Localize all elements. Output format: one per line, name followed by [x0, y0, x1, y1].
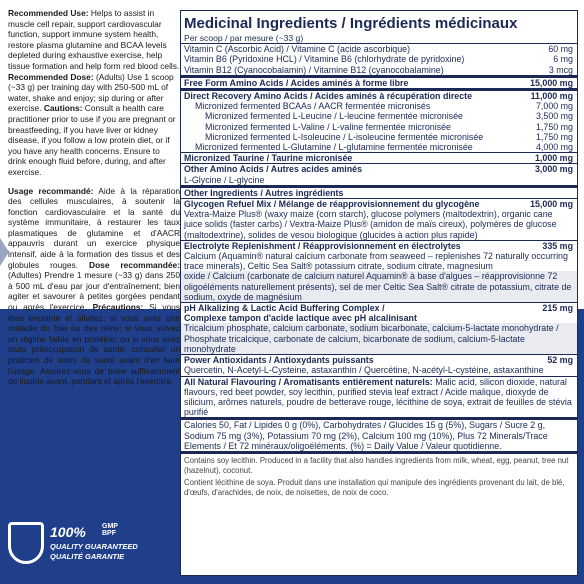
- direct-recovery-row: Direct Recovery Amino Acids / Acides aminés à récupération directe 11,000 mg: [184, 91, 573, 102]
- antioxidants-text: Quercetin, N-Acetyl-L-Cysteine, astaxanthin / Quercétine, N-acétyl-L-cystéine, astaxanthine: [184, 365, 544, 376]
- other-ingredients-heading: Other Ingredients / Autres ingrédients: [184, 187, 344, 198]
- ingredients-panel: [180, 10, 578, 576]
- recovery-item-row: Micronized fermented L-Leucine / L-leucine fermentée micronisée 3,500 mg: [205, 111, 573, 122]
- glycine-row: L-Glycine / L-glycine: [184, 174, 265, 185]
- electrolyte-text-fr: oxide / Calcium (carbonate de calcium naturel Aquamin® à base d'algues – réapprovisionne 72 oligoéléments naturellement présents), sel de mer Celtic Sea Salt® citrate de potassium, citrate de sodium, oxyde de magnésium: [181, 271, 577, 302]
- electrolyte-text: Calcium (Aquamin® natural calcium carbonate from seaweed – replenishes 72 naturally occurring trace minerals), Celtic Sea Salt® potassium citrate, sodium citrate, magnesium: [184, 251, 568, 272]
- antioxidants-row: Power Antioxidants / Antioxydants puissants 52 mg: [184, 355, 573, 366]
- ph-complex-row: pH Alkalizing & Lactic Acid Buffering Complex / 215 mg: [184, 303, 573, 314]
- taurine-row: Micronized Taurine / Taurine micronisée 1,000 mg: [184, 153, 573, 164]
- recovery-item-row: Micronized fermented L-Glutamine / L-glutamine fermentée micronisée 4,000 mg: [195, 142, 573, 153]
- vitamin-row: Vitamin B12 (Cyanocobalamin) / Vitamine B12 (cyanocobalamine) 3 mcg: [184, 64, 573, 75]
- other-amino-row: Other Amino Acids / Autres acides aminés 3,000 mg: [184, 164, 573, 175]
- gmp-quality-badge: 100% GMP BPF QUALITY GUARANTEED QUALITÉ GARANTIE: [6, 520, 181, 570]
- recovery-item-row: Micronized fermented BCAAs / AACR fermentée micronisés 7,000 mg: [195, 101, 573, 112]
- glycogen-text: Vextra-Maize Plus® (waxy maize (corn starch), glucose polymers (maltodextrin), organic cane juice solids (faster carbs) / Vextra-Maize Plus® (amidon de maïs cireux), polymères de glucose (maltodextrine), solides de vesou biologique (glucides à action plus rapide): [184, 209, 557, 240]
- nutrition-text: Calories 50, Fat / Lipides 0 g (0%), Carbohydrates / Glucides 15 g (5%), Sugars / Sucre 2 g, Sodium 75 mg (3%), Potassium 70 mg (2%), Calcium 100 mg (10%), Plus 72 Minerals/Trace Elements / Et 72 minéraux/oligoéléments. (%) = Daily Value / Valeur quotidienne.: [184, 420, 548, 451]
- per-scoop-label: Per scoop / par mesure (~33 g): [184, 33, 304, 43]
- vitamin-row: Vitamin C (Ascorbic Acid) / Vitamine C (acide ascorbique) 60 mg: [184, 44, 573, 55]
- ph-complex-text: Tricalcium phosphate, calcium carbonate, sodium bicarbonate, calcium-5-lactate monohydrate / Phosphate tricalcique, carbonate de calcium, bicarbonate de sodium, calcium-5-lactate monohydrate: [181, 323, 577, 354]
- recommended-use-en: Recommended Use: Helps to assist in muscle cell repair, support cardiovascular function, support immune system health, restore plasma glutamine and BCAA levels depleted during exhaustive exercise, help tissue formation and help form red blood cells. Recommended Dose: (Adults) Use 1 scoop (~33 g) per training day with 250-500 mL of water, shake and enjoy; sip during or after exercise. Cautions: Consult a health care practitioner prior to use if you are pregnant or breastfeeding, if you have liver or kidney disease, if you follow a low protein diet, or if you have any health concerns. Ensure to drink enough fluid before, during, and after exercise.: [8, 8, 180, 177]
- ph-complex-row-fr: Complexe tampon d'acide lactique avec pH alcalinisant: [184, 313, 417, 324]
- allergen-en: Contains soy lecithin. Produced in a facility that also handles ingredients from milk, wheat, egg, peanut, tree nut (hazelnut), coconut.: [184, 455, 569, 475]
- directions-column: [0, 8, 180, 389]
- vitamin-row: Vitamin B6 (Pyridoxine HCL) / Vitamine B6 (chlorhydrate de pyridoxine) 6 mg: [184, 54, 573, 65]
- free-form-amino-row: Free Form Amino Acids / Acides aminés à forme libre 15,000 mg: [184, 77, 573, 88]
- recovery-item-row: Micronized fermented L-Valine / L-valine fermentée micronisée 1,750 mg: [205, 121, 573, 132]
- recovery-item-row: Micronized fermented L-Isoleucine / L-isoleucine fermentée micronisée 1,750 mg: [205, 131, 573, 142]
- electrolyte-row: Electrolyte Replenishment / Réapprovisionnement en électrolytes 335 mg: [184, 240, 573, 251]
- flavouring-text: All Natural Flavouring / Aromatisants entièrement naturels: Malic acid, silicon dioxide, natural flavours, red beet powder, soy lecithin, purified stevia leaf extract / Acide malique, dioxyde de silicium, arômes naturels, poudre de betterave rouge, lécithine de soya, extrait de feuilles de stévia purifié: [184, 376, 572, 418]
- allergen-fr: Contient lécithine de soya. Produit dans une installation qui manipule des ingrédients provenant du lait, de blé, d'œufs, d'arachides, de noix, de noisettes, de noix de coco.: [184, 477, 565, 497]
- glycogen-row: Glycogen Refuel Mix / Mélange de réapprovisionnement du glycogène 15,000 mg: [184, 199, 573, 210]
- shield-icon: [8, 522, 44, 564]
- usage-fr: Usage recommandé: Aide à la réparation des cellules musculaires, à soutenir la fonction cardiovasculaire et la santé du système immunitaire, à restaurer les taux plasmatiques de glutamine et d'AACR appauvris durant un exercice physique intensif, aide à la formation des tissus et des globules rouges. Dose recommandée: (Adultes) Prendre 1 mesure (~33 g) dans 250 à 500 mL d'eau par jour d'entraînement; bien agiter et savourer à petites gorgées pendant ou après l'exercice. Précautions: Si vous êtes enceinte et allaitez; si vous avez une maladie du foie ou des reins; si vous suivez un régime faible en protéine; ou si vous avez toute préoccupation de santé; consulter un praticien de soins de santé avant d'en faire l'usage. Assurez-vous de boire suffisamment de liquide avant, pendant et après l'exercice.: [8, 185, 181, 387]
- panel-title: Medicinal Ingredients / Ingrédients médicinaux: [184, 15, 518, 32]
